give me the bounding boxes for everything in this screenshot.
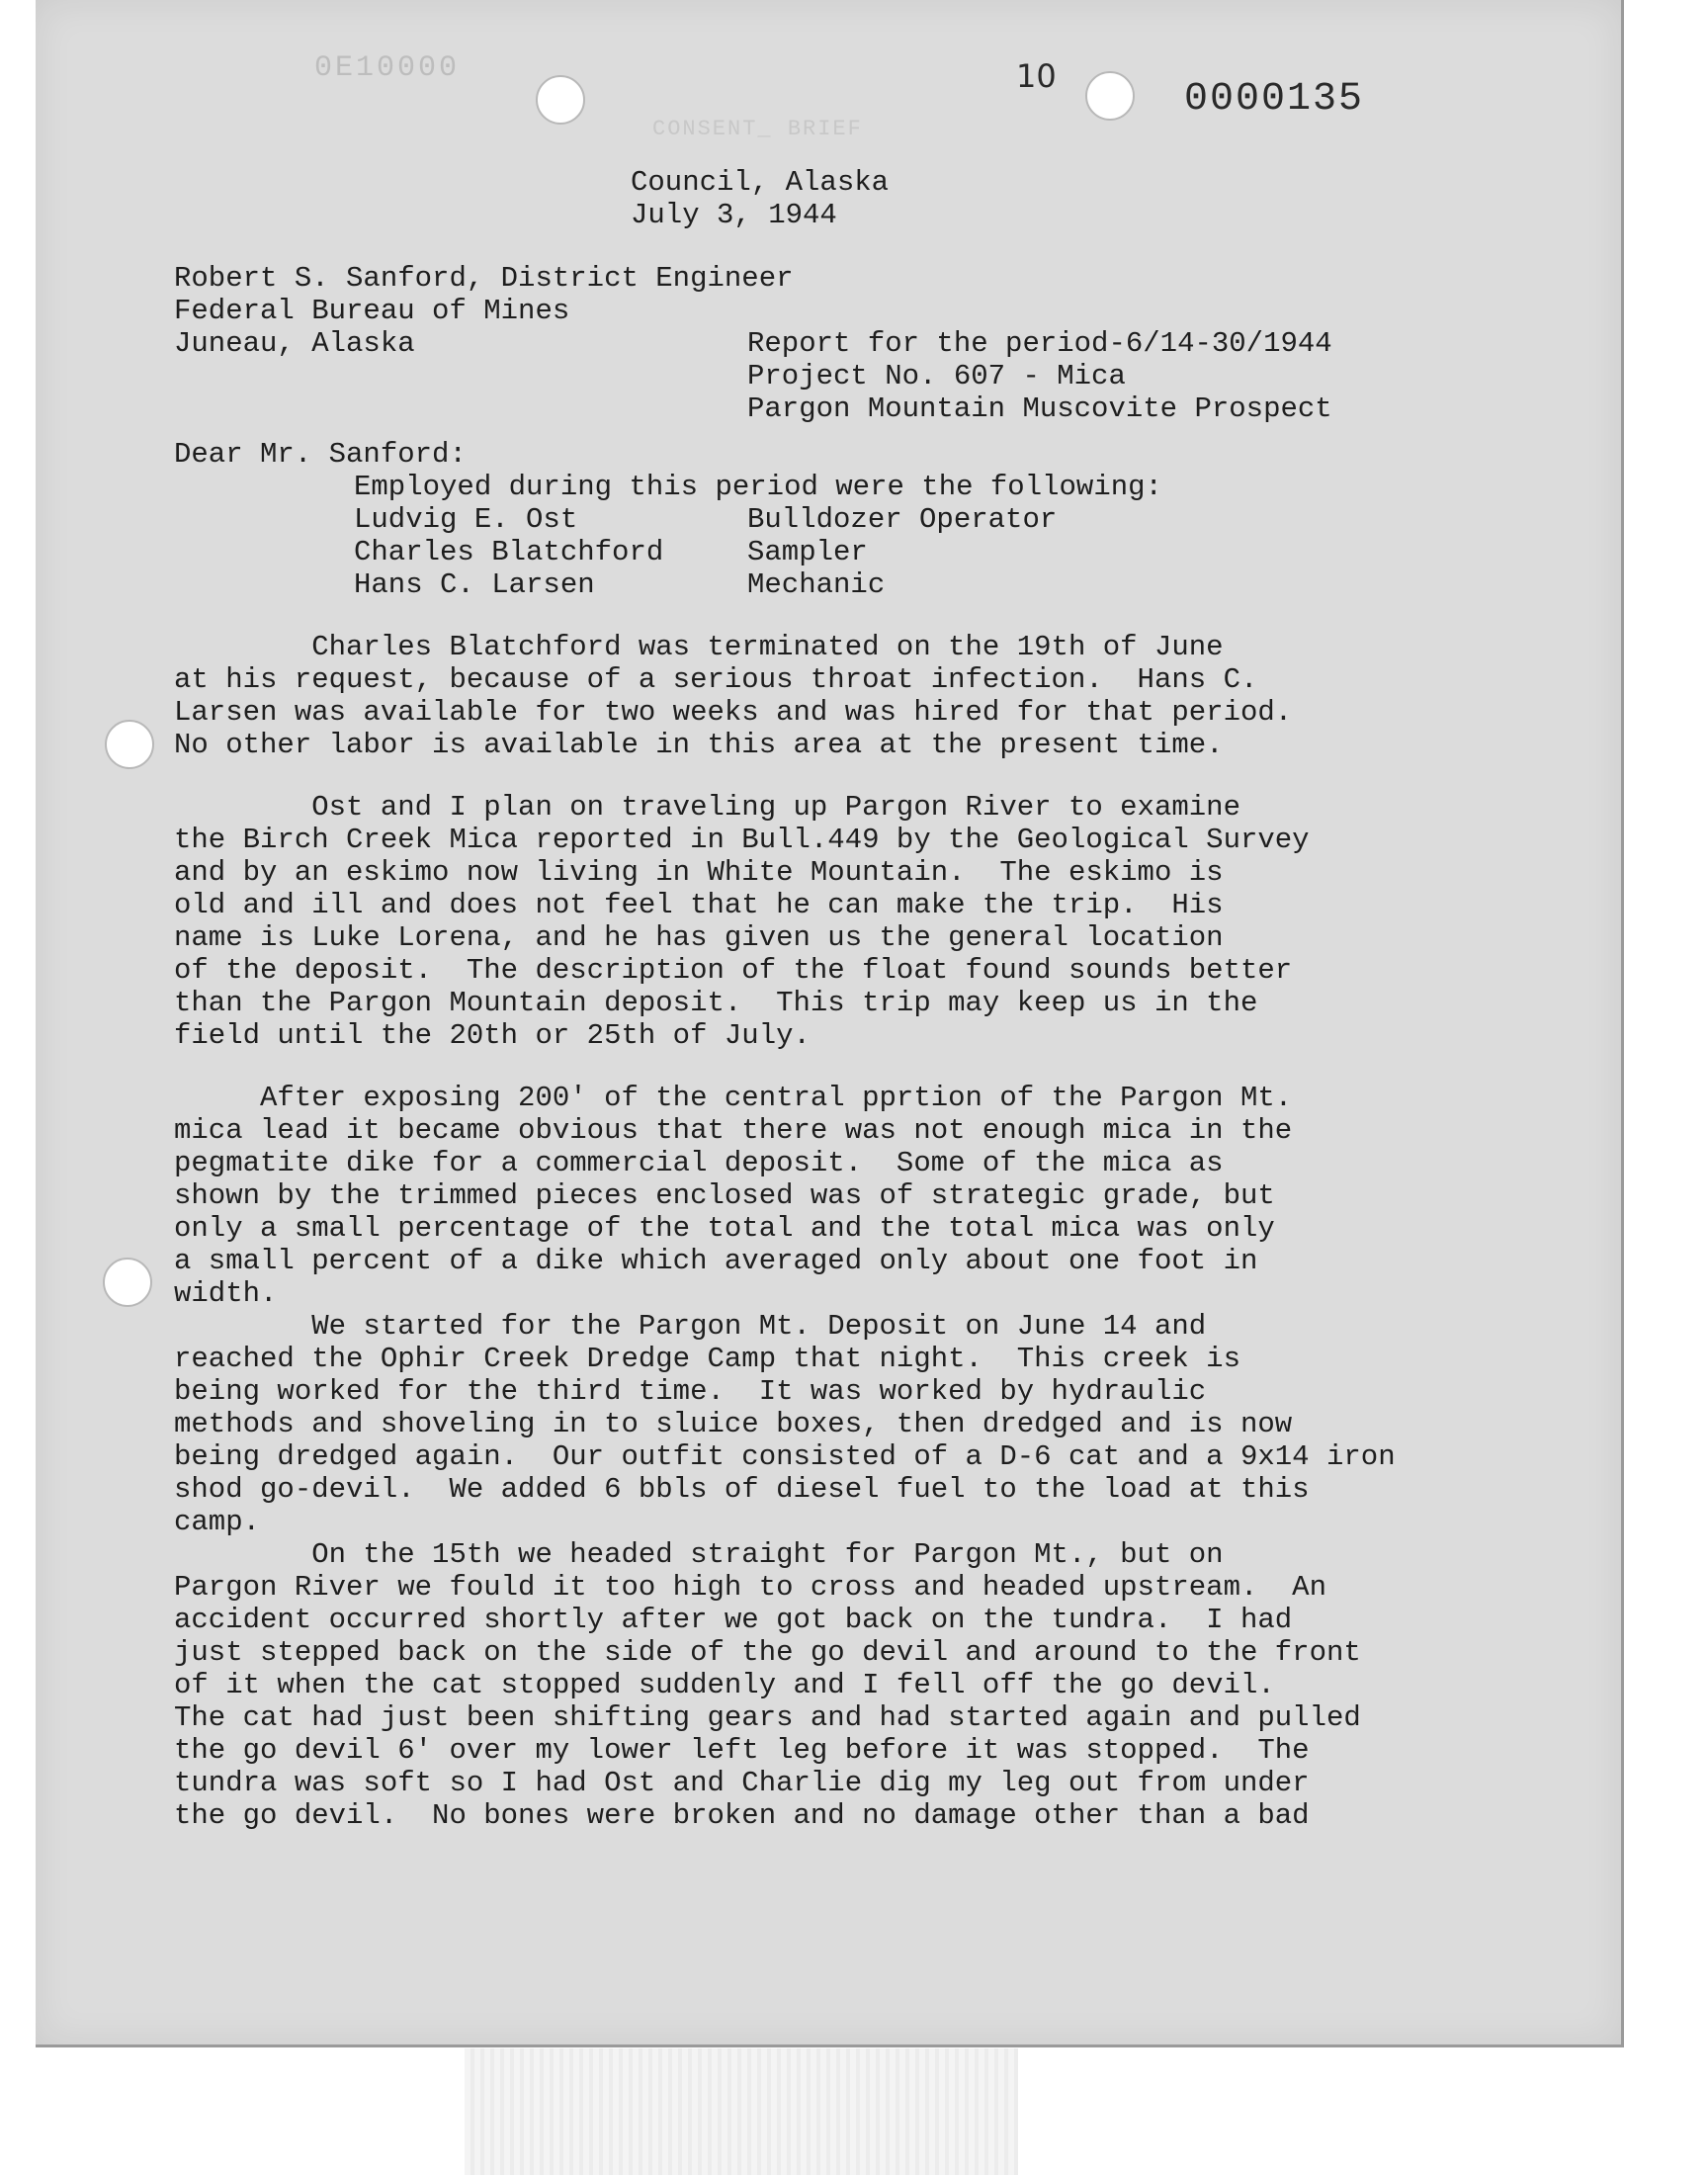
- employee-section: [354, 471, 1597, 601]
- paragraph-line: name is Luke Lorena, and he has given us the general location: [174, 921, 1224, 954]
- paragraph-line: Pargon River we fould it too high to cross and headed upstream. An: [174, 1571, 1326, 1604]
- paragraph-line: width.: [174, 1277, 278, 1310]
- paragraph-line: of it when the cat stopped suddenly and I fell off the go devil.: [174, 1669, 1275, 1701]
- paragraph-line: the Birch Creek Mica reported in Bull.449 by the Geological Survey: [174, 824, 1310, 856]
- employee-row: [354, 503, 1597, 536]
- paragraph-line: Ost and I plan on traveling up Pargon River to examine: [174, 791, 1240, 824]
- report-line: Project No. 607 - Mica: [747, 360, 1126, 392]
- paragraph-line: pegmatite dike for a commercial deposit. Some of the mica as: [174, 1147, 1224, 1179]
- paragraph-line: a small percent of a dike which averaged only about one foot in: [174, 1245, 1258, 1277]
- employee-role: Bulldozer Operator: [747, 503, 1058, 536]
- faint-header-text: 0E10000: [314, 51, 461, 85]
- employee-name: Charles Blatchford: [354, 536, 664, 568]
- paragraph-line: at his request, because of a serious throat infection. Hans C.: [174, 663, 1258, 696]
- employee-role: Mechanic: [747, 568, 886, 601]
- paragraph-line: being worked for the third time. It was worked by hydraulic: [174, 1375, 1207, 1408]
- paragraph-line: reached the Ophir Creek Dredge Camp that night. This creek is: [174, 1343, 1240, 1375]
- paragraph-journey-start: [174, 1310, 1597, 1538]
- report-info: [747, 327, 1332, 425]
- paragraph-line: The cat had just been shifting gears and had started again and pulled: [174, 1701, 1361, 1734]
- paragraph-line: No other labor is available in this area at the present time.: [174, 729, 1224, 761]
- paragraph-line: being dredged again. Our outfit consisted of a D-6 cat and a 9x14 iron: [174, 1440, 1396, 1473]
- address-block: [174, 262, 1597, 425]
- employed-intro: Employed during this period were the following:: [354, 471, 1162, 503]
- paragraph-line: methods and shoveling in to sluice boxes, then dredged and is now: [174, 1408, 1293, 1440]
- addressee-line: Juneau, Alaska: [174, 327, 415, 360]
- letter-heading: [631, 166, 1597, 231]
- report-line: Report for the period-6/14-30/1944: [747, 327, 1332, 360]
- paragraph-line: We started for the Pargon Mt. Deposit on June 14 and: [174, 1310, 1207, 1343]
- employee-name: Ludvig E. Ost: [354, 503, 578, 536]
- paragraph-termination: [174, 631, 1597, 761]
- paragraph-line: the go devil 6' over my lower left leg before it was stopped. The: [174, 1734, 1310, 1767]
- paragraph-line: of the deposit. The description of the float found sounds better: [174, 954, 1293, 987]
- place: Council, Alaska: [631, 166, 890, 199]
- paragraph-mica-findings: [174, 1082, 1597, 1310]
- paragraph-line: just stepped back on the side of the go devil and around to the front: [174, 1636, 1361, 1669]
- punch-hole-left-lower: [103, 1258, 152, 1307]
- addressee-line: Robert S. Sanford, District Engineer: [174, 262, 794, 295]
- paragraph-line: After exposing 200' of the central pprtion of the Pargon Mt.: [174, 1082, 1293, 1114]
- paragraph-line: camp.: [174, 1506, 261, 1538]
- paragraph-line: tundra was soft so I had Ost and Charlie dig my leg out from under: [174, 1767, 1310, 1799]
- paragraph-line: accident occurred shortly after we got back on the tundra. I had: [174, 1604, 1293, 1636]
- paragraph-line: shown by the trimmed pieces enclosed was of strategic grade, but: [174, 1179, 1275, 1212]
- paragraph-trip-plan: [174, 791, 1597, 1052]
- punch-hole-top-left: [536, 75, 585, 125]
- paragraph-line: Larsen was available for two weeks and was hired for that period.: [174, 696, 1293, 729]
- paragraph-line: the go devil. No bones were broken and no damage other than a bad: [174, 1799, 1310, 1832]
- punch-hole-top-right: [1085, 71, 1135, 121]
- punch-hole-left-upper: [105, 720, 154, 769]
- paragraph-line: old and ill and does not feel that he can make the trip. His: [174, 889, 1224, 921]
- paragraph-line: and by an eskimo now living in White Mountain. The eskimo is: [174, 856, 1224, 889]
- salutation: Dear Mr. Sanford:: [174, 438, 467, 471]
- employee-name: Hans C. Larsen: [354, 568, 595, 601]
- paragraph-line: than the Pargon Mountain deposit. This trip may keep us in the: [174, 987, 1258, 1019]
- report-line: Pargon Mountain Muscovite Prospect: [747, 392, 1332, 425]
- background-strip: [465, 2048, 1018, 2175]
- paragraph-line: only a small percentage of the total and the total mica was only: [174, 1212, 1275, 1245]
- salutation-block: [174, 438, 1597, 601]
- paragraph-line: shod go-devil. We added 6 bbls of diesel fuel to the load at this: [174, 1473, 1310, 1506]
- faint-header-text-2: CONSENT_ BRIEF: [652, 117, 863, 141]
- paragraph-accident: [174, 1538, 1597, 1832]
- paragraph-line: field until the 20th or 25th of July.: [174, 1019, 811, 1052]
- paragraph-line: Charles Blatchford was terminated on the 19th of June: [174, 631, 1224, 663]
- employee-row: [354, 536, 1597, 568]
- date: July 3, 1944: [631, 199, 837, 231]
- employee-row: [354, 568, 1597, 601]
- employee-role: Sampler: [747, 536, 868, 568]
- document-number-stamp: 0000135: [1184, 77, 1365, 122]
- addressee-line: Federal Bureau of Mines: [174, 295, 570, 327]
- paragraph-line: On the 15th we headed straight for Pargon Mt., but on: [174, 1538, 1224, 1571]
- handwritten-mark: 10: [1016, 57, 1057, 95]
- letter-body: [174, 166, 1597, 1832]
- paragraph-line: mica lead it became obvious that there was not enough mica in the: [174, 1114, 1293, 1147]
